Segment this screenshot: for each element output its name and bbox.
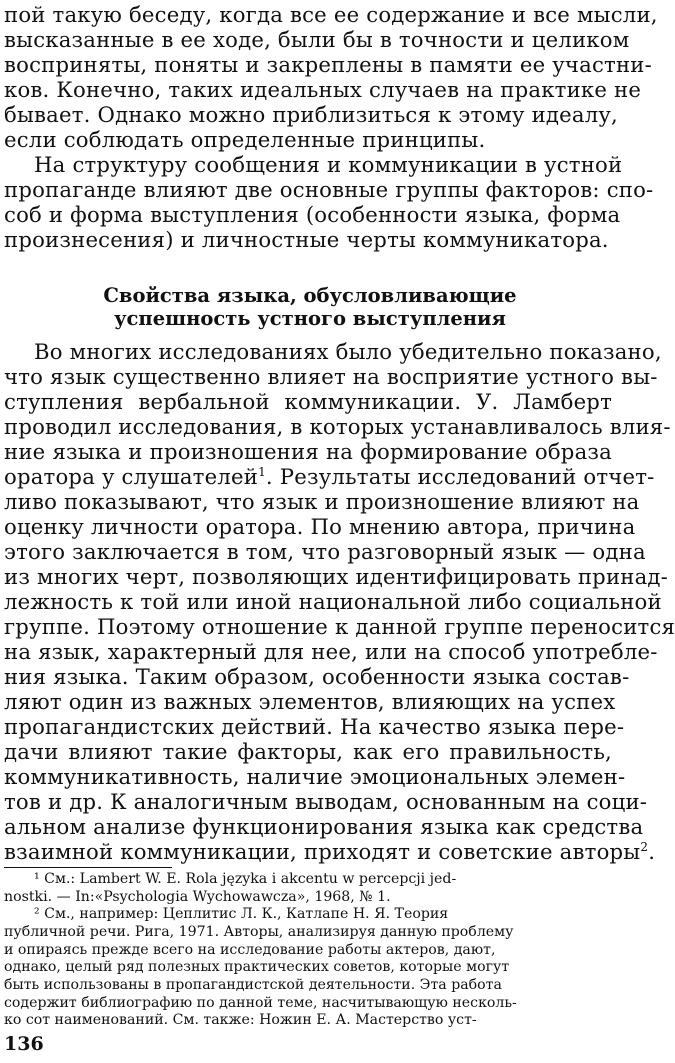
body-text-line: группе. Поэтому отношение к данной группе переносится — [4, 614, 675, 639]
section-heading: Свойства языка, обусловливающие — [103, 284, 517, 307]
body-text-line: из многих черт, позволяющих идентифицировать принад- — [4, 564, 669, 589]
body-text-fragment: оратора у слушателей — [4, 464, 259, 489]
section-heading: успешность устного выступления — [114, 307, 506, 330]
body-text-line: альном анализе функционирования языка как средства — [4, 814, 644, 839]
body-text-line: ние языка и произношения на формирование образа — [4, 439, 612, 464]
body-text-line: ков. Конечно, таких идеальных случаев на практике не — [4, 77, 642, 102]
footnote-line: быть использованы в пропагандистской деятельности. Эта работа — [4, 977, 502, 993]
body-text-line: восприняты, поняты и закреплены в памяти ее участни- — [4, 52, 652, 77]
footnote-mark: 1 — [258, 464, 266, 479]
footnote-line: и опираясь прежде всего на исследование работы актеров, дают, — [4, 941, 496, 958]
body-text-fragment: Результаты исследований отчет- — [279, 464, 655, 489]
paragraph-first-line: Во многих исследованиях было убедительно показано, — [34, 339, 662, 364]
footnote-line: ² См., например: Цеплитис Л. К., Катлапе Н. Я. Теория — [34, 906, 449, 923]
body-text-line: что язык существенно влияет на восприятие устного вы- — [4, 364, 658, 389]
body-text-line: бывает. Однако можно приблизиться к этому идеалу, — [4, 102, 618, 127]
footnote-line: ко сот наименований. См. также: Ножин Е. А. Мастерство уст- — [4, 1012, 477, 1029]
body-text-line: высказанные в ее ходе, были бы в точности и целиком — [4, 27, 630, 52]
body-text-line: пропагандистских действий. На качество языка пере- — [4, 714, 625, 739]
footnote-line: nostki. — In:«Psychologia Wychowawcza», 1968, № 1. — [4, 888, 391, 905]
body-text-line: соб и форма выступления (особенности языка, форма — [4, 202, 621, 227]
body-text-line: дачи влияют такие факторы, как его правильность, — [4, 739, 612, 764]
footnote-line: публичной речи. Рига, 1971. Авторы, анализируя данную проблему — [4, 924, 514, 940]
body-text-line: пропаганде влияют две основные группы факторов: спо- — [4, 177, 654, 202]
body-text-line: если соблюдать определенные принципы. — [4, 127, 486, 152]
footnote-divider — [4, 867, 172, 868]
footnote-line: однако, целый ряд полезных практических советов, которые могут — [4, 959, 510, 976]
footnote-mark: 2 — [640, 839, 649, 854]
body-text-line: этого заключается в том, что разговорный язык — одна — [4, 539, 646, 564]
body-text-line: пой такую беседу, когда все ее содержание и все мысли, — [4, 2, 658, 27]
body-text-line: произнесения) и личностные черты коммуникатора. — [4, 227, 609, 252]
body-text-line: ступления вербальной коммуникации. У. Ламберт — [4, 389, 612, 414]
body-text-line: на язык, характерный для нее, или на способ употребле- — [4, 639, 658, 664]
body-text-line: проводил исследования, в которых устанавливалось влия- — [4, 414, 671, 439]
paragraph-first-line: На структуру сообщения и коммуникации в устной — [34, 152, 623, 177]
body-text-line: ляют один из важных элементов, влияющих на успех — [4, 689, 616, 714]
body-text-line: взаимной коммуникации, приходят и советские авторы$^2$. — [4, 839, 656, 864]
body-text-line: тов и др. К аналогичным выводам, основанным на соци- — [4, 789, 648, 814]
body-text-line: ния языка. Таким образом, особенности языка состав- — [4, 664, 630, 689]
body-text-line: ливо показывают, что язык и произношение влияют на — [4, 489, 640, 514]
page-number: 136 — [4, 1033, 44, 1055]
body-text-line: коммуникативность, наличие эмоциональных элемен- — [4, 764, 626, 789]
body-text-line: оценку личности оратора. По мнению автора, причина — [4, 514, 636, 539]
footnote-line: содержит библиографию по данной теме, насчитывающую несколь- — [4, 994, 517, 1011]
footnote-line: ¹ См.: Lambert W. E. Rola języka i akcentu w percepcji jed- — [34, 871, 457, 887]
body-text-fragment: взаимной коммуникации, приходят и советские авторы — [4, 839, 641, 864]
body-text-line: лежность к той или иной национальной либо социальной — [4, 589, 662, 614]
body-text-line: оратора у слушателей$^1$. Результаты исследований отчет- — [4, 464, 655, 489]
